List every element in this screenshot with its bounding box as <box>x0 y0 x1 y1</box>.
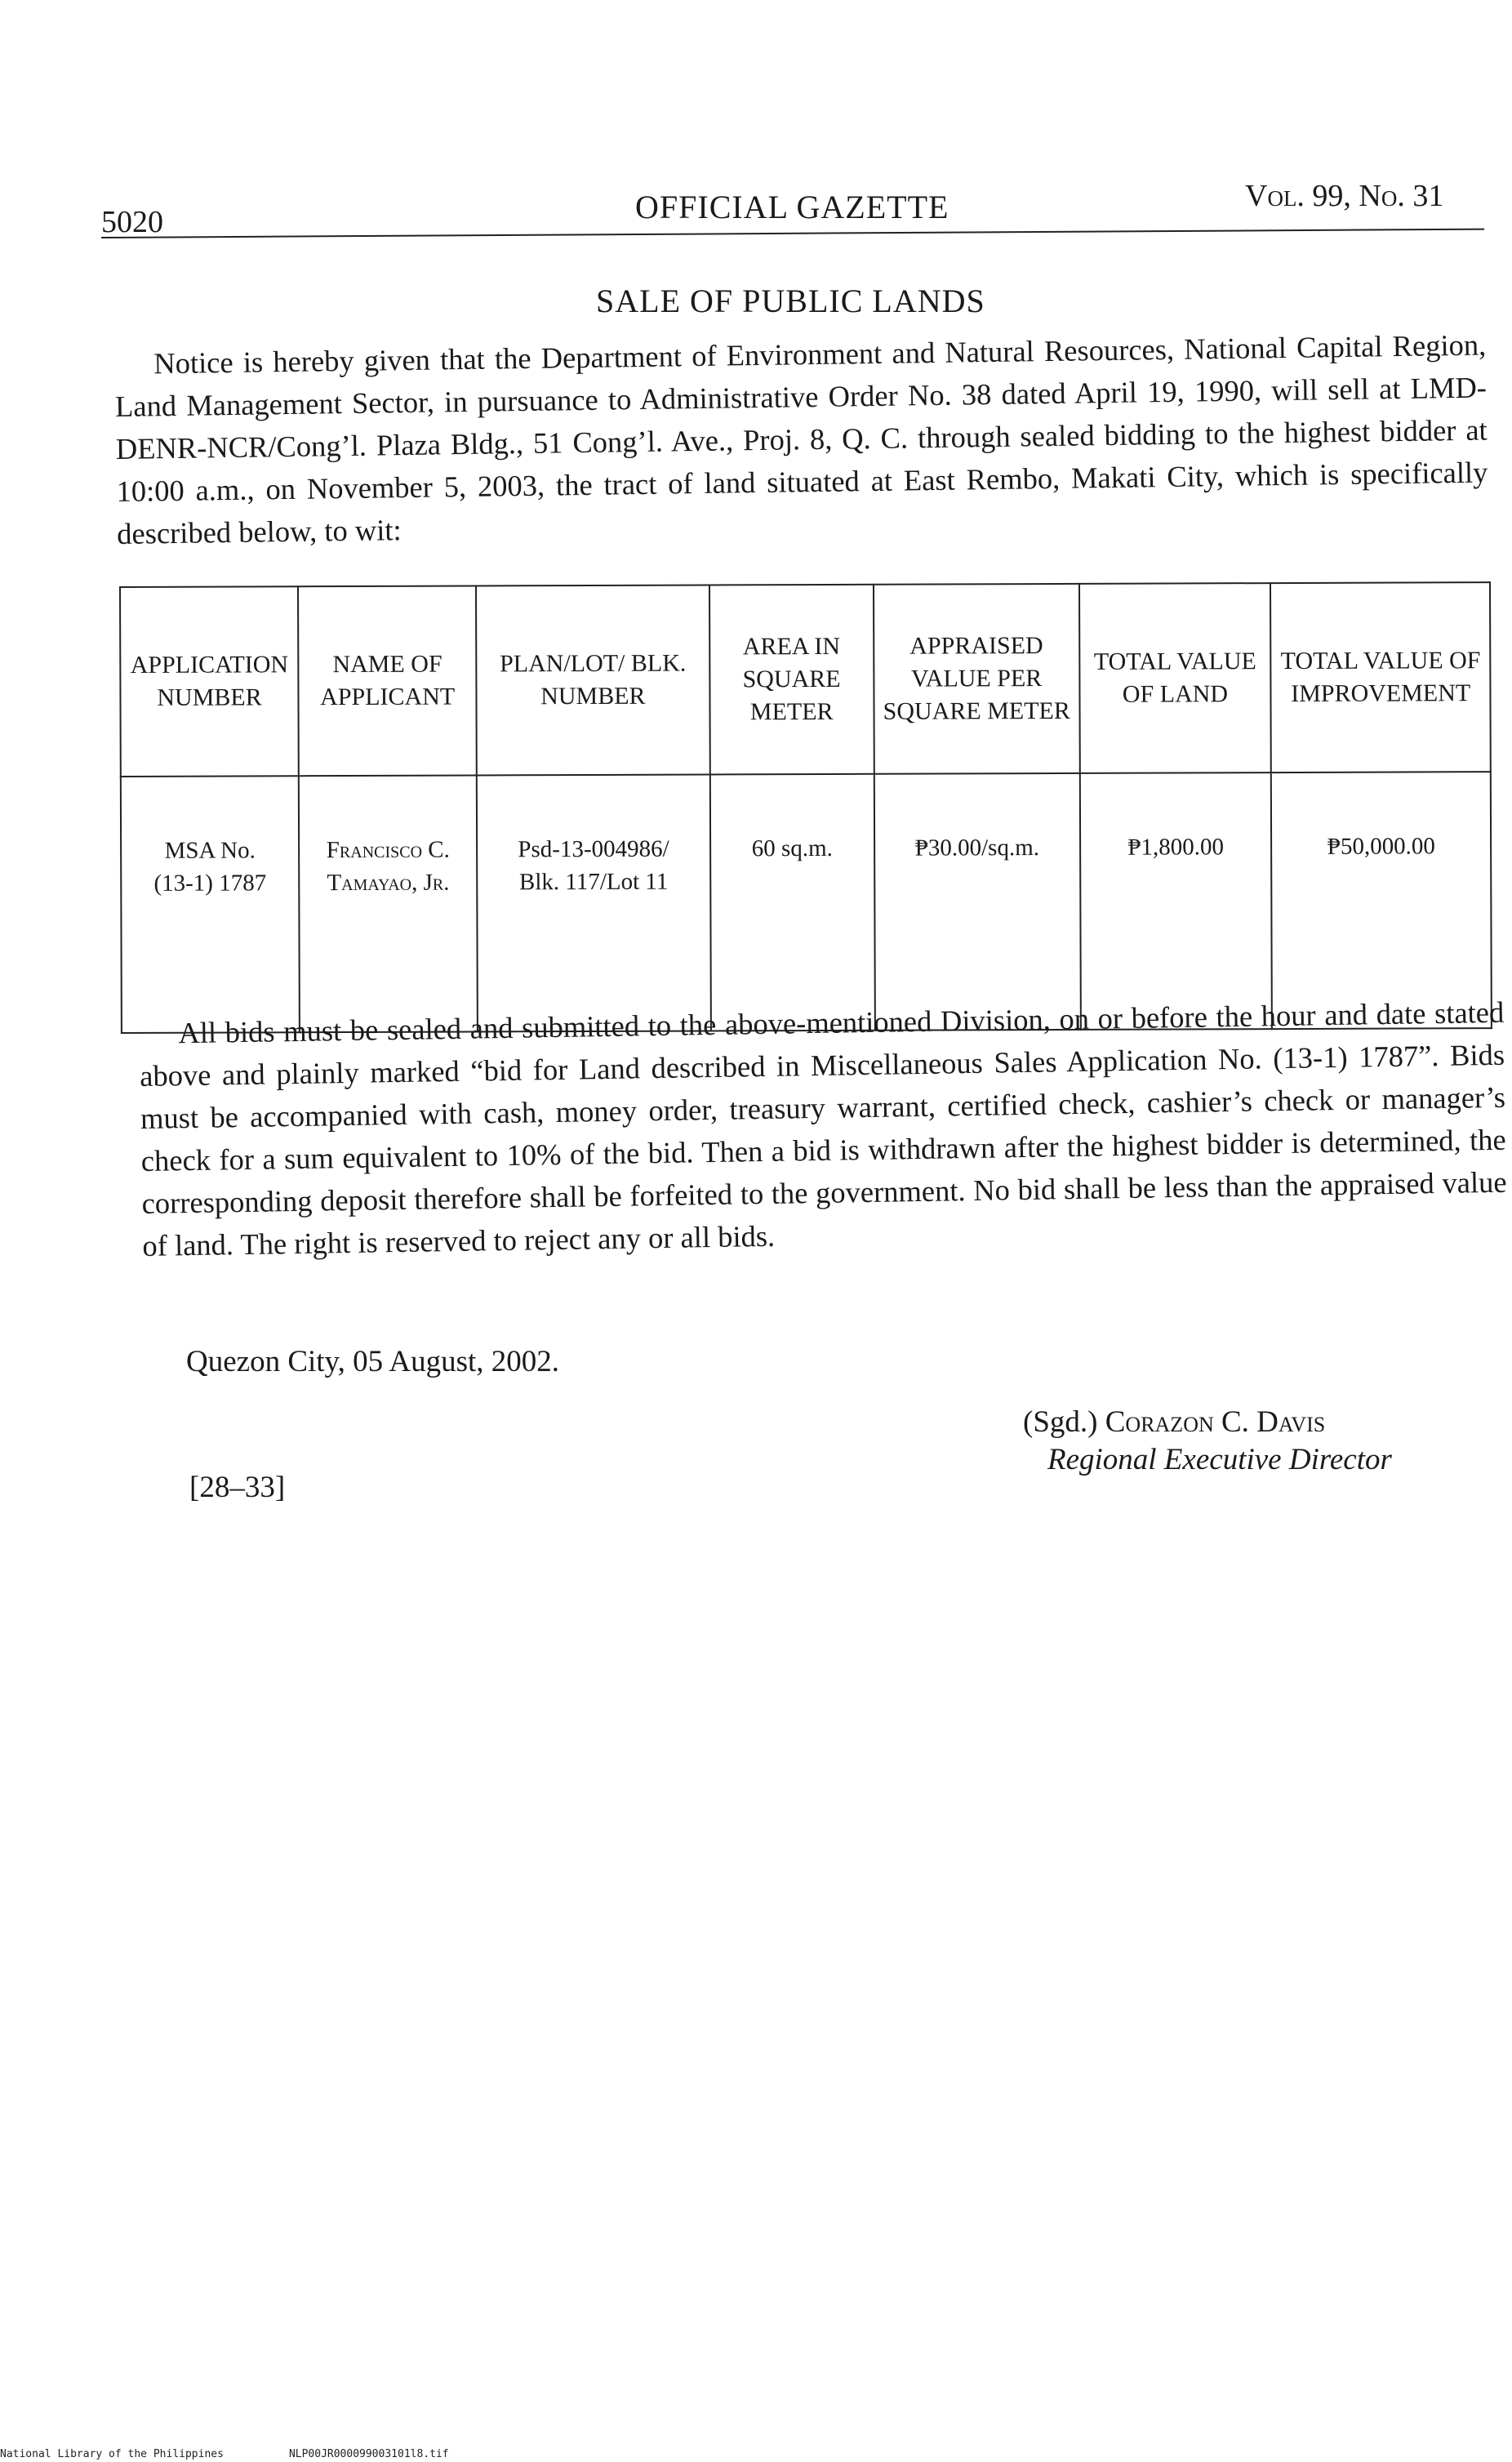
cell-plan-lot-blk <box>477 774 710 1031</box>
scan-footer <box>0 2448 514 2460</box>
notice-paragraph: Notice is hereby given that the Department of Environment and Natural Resources, National Capital Region, Land Management Sector, in pursuance to Administrative Order No. 38 dated April 19, 1990, will sell at LMD-DENR-NCR/Cong’l. Plaza Bldg., 51 Cong’l. Ave., Proj. 8, Q. C. through sealed bidding to the highest bidder at 10:00 a.m., on November 5, 2003, the tract of land situated at East Rembo, Makati City, which is specifically described below, to wit: <box>114 327 1488 550</box>
signatory <box>1023 1405 1325 1440</box>
application-number-line-1: MSA No. <box>164 837 256 864</box>
footer-library: National Library of the Philippines <box>0 2448 224 2460</box>
publication-title: OFFICIAL GAZETTE <box>635 189 949 225</box>
applicant-line-1: Francisco C. <box>326 836 450 864</box>
page-number: 5020 <box>101 205 163 239</box>
plan-line-2: Blk. 117/Lot 11 <box>518 868 669 896</box>
signatory-name: Corazon C. Davis <box>1105 1405 1326 1439</box>
applicant-line-2: Tamayao, Jr. <box>327 869 450 897</box>
cell-total-value-improvement: ₱50,000.00 <box>1271 772 1492 1029</box>
header-rule <box>101 229 1484 238</box>
bid-instructions-paragraph: All bids must be sealed and submitted to the above-mentioned Division, on or before the hour and date stated above and plainly marked “bid for Land described in Miscellaneous Sales Application No. (13-1) 1787”. Bids must be accompanied with cash, money order, treasury warrant, certified check, cashier’s check or manager’s check for a sum equivalent to 10% of the bid. Then a bid is withdrawn after the highest bidder is determined, the corresponding deposit therefore shall be forfeited to the government. No bid shall be less than the appraised value of land. The right is reserved to reject any or all bids. <box>139 995 1507 1262</box>
cell-application-number <box>121 776 300 1033</box>
notice-title: SALE OF PUBLIC LANDS <box>596 283 985 319</box>
plan-line-1: Psd-13-004986/ <box>518 835 669 863</box>
header-total-value-improvement: TOTAL VALUE OF IMPROVEMENT <box>1270 582 1490 772</box>
signature-prefix: (Sgd.) <box>1023 1405 1098 1439</box>
header-total-value-land: TOTAL VALUE OF LAND <box>1079 583 1272 773</box>
header-area: AREA IN SQUARE METER <box>709 585 874 775</box>
cell-total-value-land: ₱1,800.00 <box>1079 772 1272 1030</box>
signatory-title: Regional Executive Director <box>1047 1443 1392 1476</box>
table-header-row <box>120 582 1491 777</box>
land-table <box>119 581 1492 1034</box>
cell-applicant <box>299 775 478 1032</box>
cell-area: 60 sq.m. <box>709 774 874 1031</box>
place-and-date: Quezon City, 05 August, 2002. <box>186 1345 560 1378</box>
header-application-number: APPLICATION NUMBER <box>120 586 299 777</box>
volume-number: Vol. 99, No. 31 <box>1245 179 1444 213</box>
header-appraised-value: APPRAISED VALUE PER SQUARE METER <box>874 584 1079 774</box>
application-number-line-2: (13-1) 1787 <box>153 870 267 897</box>
header-name-of-applicant: NAME OF APPLICANT <box>298 585 477 776</box>
cell-appraised-value: ₱30.00/sq.m. <box>874 773 1081 1031</box>
footer-file: NLP00JR000099003101l8.tif <box>288 2448 449 2460</box>
publication-reference: [28–33] <box>189 1471 286 1504</box>
header-plan-lot-blk: PLAN/LOT/ BLK. NUMBER <box>476 585 709 775</box>
